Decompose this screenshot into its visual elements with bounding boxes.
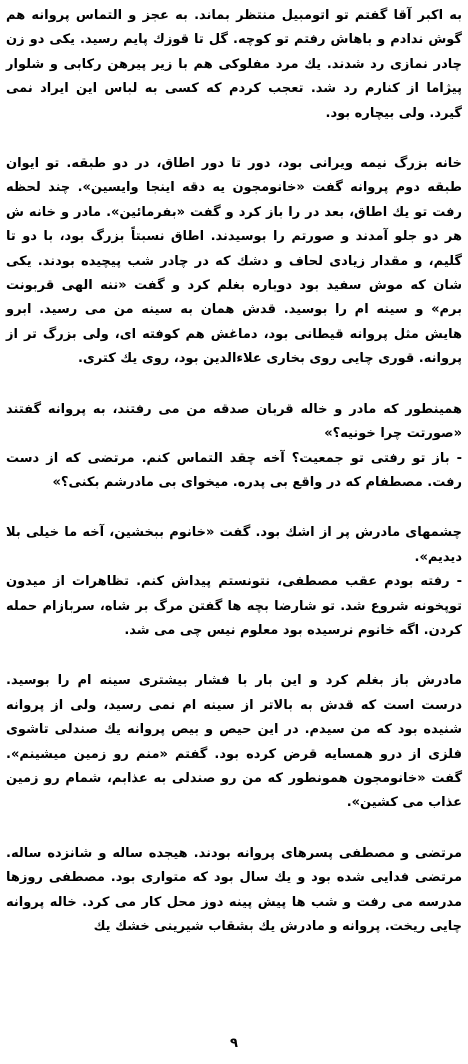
- paragraph-4: - باز تو رفتی تو جمعیت؟ آخه چقد التماس کنم. مرتضی که از دست رفت. مصطفام که در واقع بی پدره. میخوای بی مادرشم بکنی؟»: [6, 450, 462, 490]
- paragraph-3: همینطور که مادر و خاله قربان صدقه من می رفتند، به پروانه گفتند «صورتت چرا خونیه؟»: [6, 401, 462, 442]
- paragraph-2: خانه بزرگ نیمه ویرانی بود، دور تا دور اطاق، در دو طبقه. تو ایوان طبقه دوم پروانه گفت «خانومجون یه دقه اینجا وایسین». چند لحظه رفت تو یك اطاق، بعد در را باز کرد و گفت «بفرمائین». مادر و خانه ش هر دو جلو آمدند و صورتم را بوسیدند. اطاق نسبتاً بزرگ بود، با دو تا گلیم، و مقدار زیادی لحاف و دشك که در چادر شب پیچیده بودند. یکی شان که موش سفید بود دوباره بغلم کرد و گفت «ننه الهی قربونت برم» و سینه ام را بوسید. قدش همان به سینه من می رسید. ابرو هایش مثل پروانه قیطانی بود، دماغش هم کوفته ای، ولی بزرگ تر از پروانه. قوری چایی روی بخاری علاءالدین بود، روی یك کتری.: [6, 156, 462, 367]
- paragraph-gap: [6, 816, 462, 842]
- paragraph-gap: [6, 126, 462, 152]
- paragraph-7: مادرش باز بغلم کرد و این بار با فشار بیشتری سینه ام را بوسید. درست است که قدش به بالاتر از سینه ام نمی رسید، ولی از پروانه شنیده بود که من سیدم. در این حیص و بیص پروانه یك صندلی تاشوی فلزی از درو همسایه قرض کرده بود. گفتم «منم رو زمین میشینم». گفت «خانومجون همونطور که من رو صندلی به عذابم، شمام رو زمین عذاب می کشین».: [6, 673, 462, 811]
- paragraph-1: به اکبر آقا گفتم تو اتومبیل منتظر بماند. به عجز و التماس پروانه هم گوش ندادم و باهاش رفتم تو کوچه. گل تا قوزك پایم رسید. یکی دو زن چادر نمازی رد شدند. یك مرد مفلوکی هم با زیر پیرهن رکابی و شلوار پیژاما از کنارم رد شد. تعجب کردم که کسی به لباس این ایراد نمی گیرد. ولی بیچاره بود.: [6, 8, 462, 121]
- page-number: ۹: [230, 1036, 238, 1051]
- paragraph-5: چشمهای مادرش پر از اشك بود. گفت «خانوم ببخشین، آخه ما خیلی بلا دیدیم».: [6, 525, 462, 565]
- paragraph-gap: [6, 495, 462, 521]
- paragraph-gap: [6, 643, 462, 669]
- paragraph-6: - رفته بودم عقب مصطفی، نتونستم پیداش کنم. تظاهرات از میدون توپخونه شروع شد. تو شارضا بچه ها گفتن مرگ بر شاه، سربازام حمله کردن. اگه خانوم نرسیده بود معلوم نیس چی می شد.: [6, 574, 462, 638]
- document-page: [6, 4, 462, 1064]
- paragraph-gap: [6, 372, 462, 398]
- paragraph-8: مرتضی و مصطفی پسرهای پروانه بودند. هیجده ساله و شانزده ساله. مرتضی فدایی شده بود و یك سال بود که متواری بود. مصطفی روزها مدرسه می رفت و شب ها پیش پینه دوز محل کار می کرد. خاله پروانه چایی ریخت. پروانه و مادرش یك بشقاب شیرینی خشك یك: [6, 845, 462, 934]
